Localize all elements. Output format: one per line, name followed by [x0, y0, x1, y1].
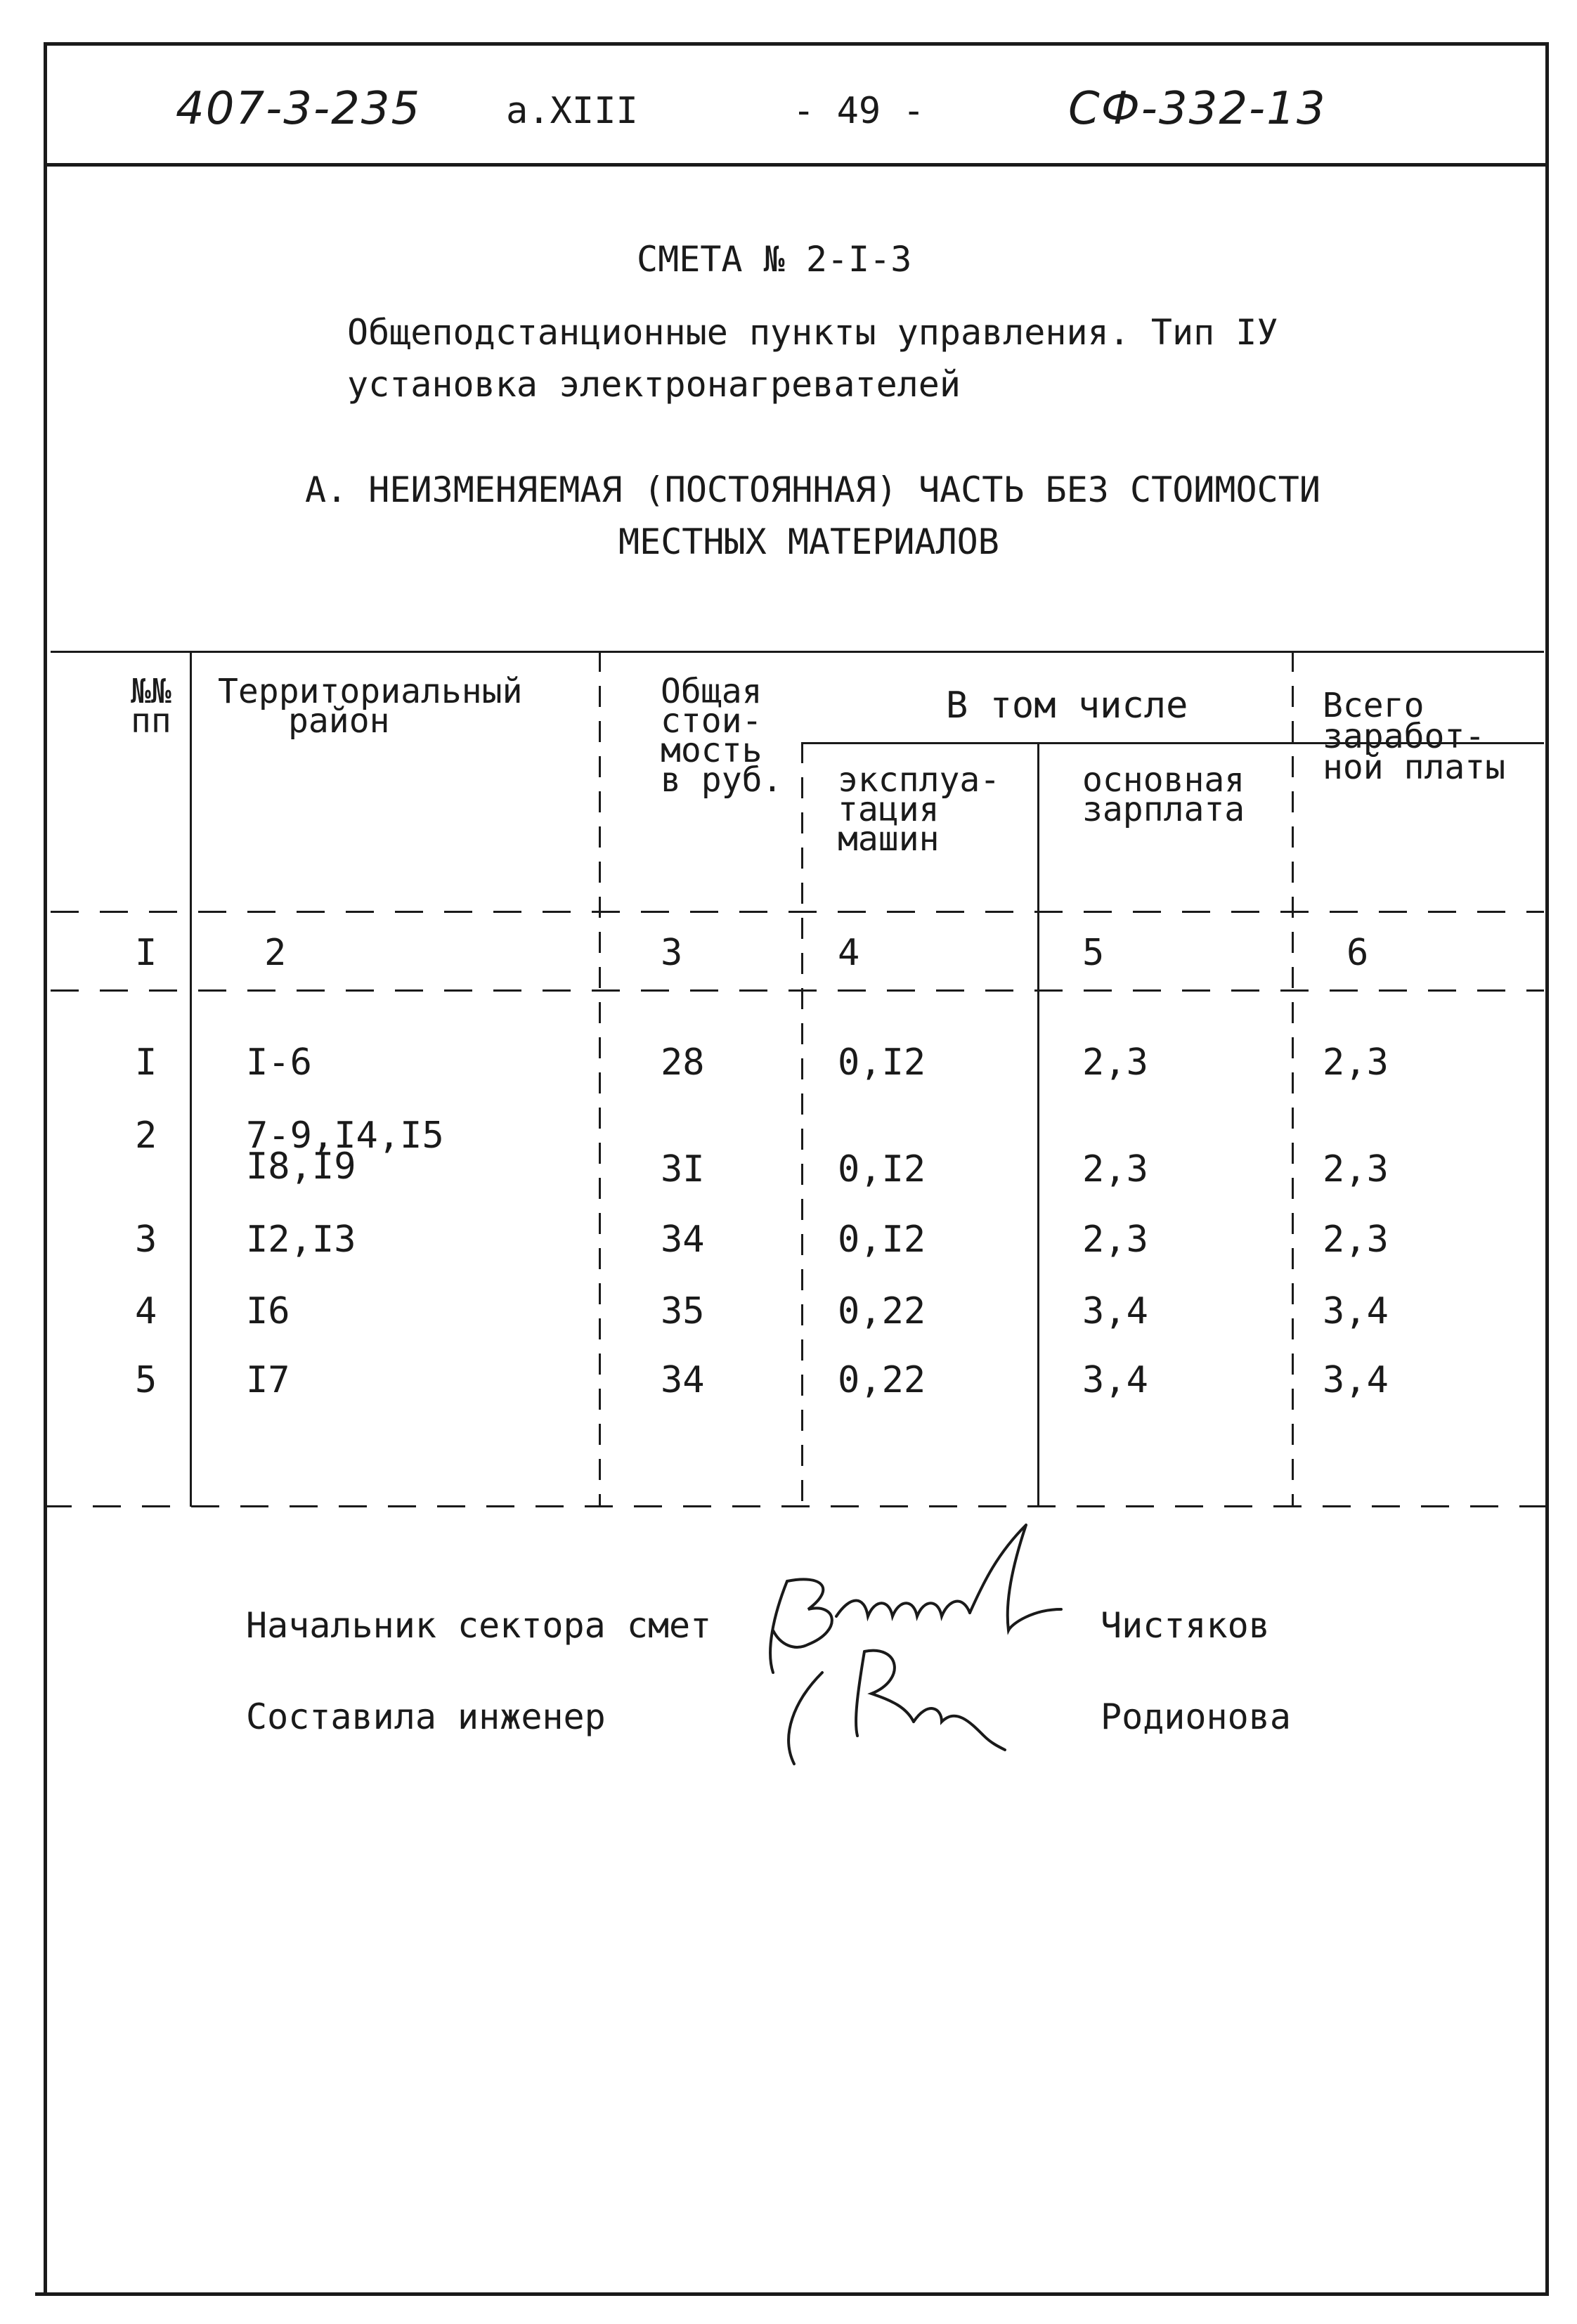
row-machines: 0,22 [838, 1290, 926, 1332]
section-title-2: МЕСТНЫХ МАТЕРИАЛОВ [618, 521, 999, 562]
header-region-1: Территориальный [218, 672, 523, 711]
row-total: 3,4 [1323, 1290, 1389, 1332]
col-divider-3 [801, 742, 803, 1507]
table-bottom-rule [44, 1505, 1545, 1507]
estimate-number: СМЕТА № 2-I-3 [637, 239, 912, 280]
row-region: I7 [246, 1359, 290, 1401]
header-cost-1: Общая [661, 672, 762, 711]
row-salary: 2,3 [1082, 1219, 1148, 1261]
row-machines: 0,I2 [838, 1219, 926, 1261]
col-divider-4 [1037, 742, 1039, 1507]
row-cost: 3I [661, 1148, 705, 1190]
header-machines-2: тация [838, 790, 940, 829]
header-salary-2: зарплата [1082, 790, 1245, 829]
table-top-rule [51, 651, 1544, 653]
col-divider-5 [1292, 651, 1294, 1507]
estimate-subtitle-2: установка электронагревателей [347, 364, 961, 405]
header-cost-2: стои- [661, 701, 762, 741]
row-region: I-6 [246, 1041, 312, 1084]
handwritten-signatures [731, 1511, 1103, 1778]
doc-number: 407-3-235 [176, 83, 422, 135]
row-region: 7-9,I4,I5 [246, 1115, 444, 1157]
col-number: 4 [838, 932, 860, 974]
header-bottom-rule [51, 911, 1544, 913]
row-cost: 34 [661, 1359, 705, 1401]
col-number: 3 [661, 932, 683, 974]
signer-name-1: Чистяков [1101, 1605, 1270, 1646]
header-cost-4: в руб. [661, 760, 783, 800]
col-divider-2 [599, 651, 601, 1507]
header-machines-1: эксплуа- [838, 760, 1001, 800]
header-machines-3: машин [838, 819, 940, 859]
row-total: 2,3 [1323, 1041, 1389, 1084]
bottom-divider [35, 2292, 1546, 2296]
row-region: I6 [246, 1290, 290, 1332]
album-number: а.XIII [506, 90, 638, 132]
header-cost-3: мость [661, 731, 762, 770]
row-cost: 35 [661, 1290, 705, 1332]
row-salary: 2,3 [1082, 1148, 1148, 1190]
row-number: 2 [135, 1115, 157, 1157]
header-num-1: №№ [131, 672, 171, 711]
header-total-1: Всего [1323, 686, 1425, 725]
col-number-rule [51, 989, 1544, 992]
row-cost: 28 [661, 1041, 705, 1084]
row-number: I [135, 1041, 157, 1084]
header-divider [44, 163, 1545, 167]
signer-role-1: Начальник сектора смет [246, 1605, 712, 1646]
header-including: В том числе [946, 684, 1188, 727]
row-total: 2,3 [1323, 1219, 1389, 1261]
row-region-cont: I8,I9 [246, 1145, 356, 1188]
row-salary: 3,4 [1082, 1359, 1148, 1401]
col-number: 5 [1082, 932, 1105, 974]
row-machines: 0,I2 [838, 1041, 926, 1084]
col-divider-1 [190, 651, 192, 1507]
row-number: 5 [135, 1359, 157, 1401]
row-machines: 0,I2 [838, 1148, 926, 1190]
section-title-1: А. НЕИЗМЕНЯЕМАЯ (ПОСТОЯННАЯ) ЧАСТЬ БЕЗ СТОИМОСТИ [305, 469, 1320, 510]
col-number: I [135, 932, 157, 974]
row-machines: 0,22 [838, 1359, 926, 1401]
signer-name-2: Родионова [1101, 1696, 1291, 1737]
col-number: 6 [1346, 932, 1369, 974]
row-salary: 2,3 [1082, 1041, 1148, 1084]
row-total: 3,4 [1323, 1359, 1389, 1401]
row-number: 3 [135, 1219, 157, 1261]
header-num-2: пп [131, 701, 171, 741]
header-total-3: ной платы [1323, 748, 1506, 787]
row-cost: 34 [661, 1219, 705, 1261]
row-total: 2,3 [1323, 1148, 1389, 1190]
page-number: - 49 - [793, 90, 925, 132]
header-region-2: район [288, 701, 390, 741]
header-total-2: заработ- [1323, 717, 1486, 756]
header-salary-1: основная [1082, 760, 1245, 800]
col-number: 2 [264, 932, 287, 974]
estimate-subtitle-1: Общеподстанционные пункты управления. Тип IУ [347, 312, 1278, 353]
row-region: I2,I3 [246, 1219, 356, 1261]
row-number: 4 [135, 1290, 157, 1332]
signer-role-2: Составила инженер [246, 1696, 606, 1737]
row-salary: 3,4 [1082, 1290, 1148, 1332]
sheet-code: СФ-332-13 [1068, 83, 1327, 135]
